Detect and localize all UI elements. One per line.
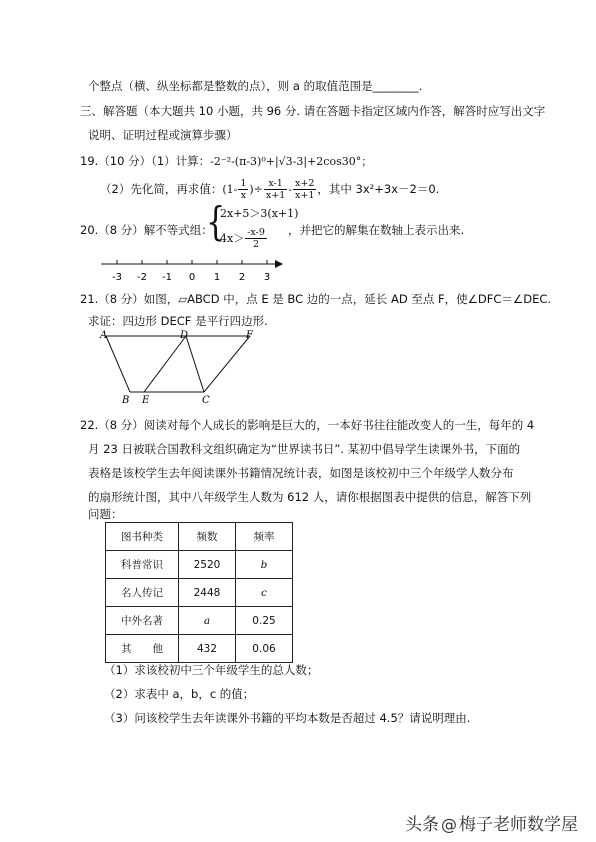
q19-frac3 bbox=[293, 178, 316, 201]
watermark-prefix: 头条 bbox=[405, 815, 439, 835]
segment-FC bbox=[204, 336, 250, 392]
table-row bbox=[106, 607, 293, 635]
q19-frac1-den: x bbox=[240, 190, 247, 201]
number-line bbox=[95, 254, 295, 288]
q19-minus: - bbox=[288, 183, 292, 196]
number-line-tick-label: -1 bbox=[162, 272, 172, 283]
label-D: D bbox=[180, 330, 189, 341]
watermark bbox=[405, 810, 578, 835]
q21-line2: 求证：四边形 DECF 是平行四边形. bbox=[88, 314, 268, 328]
table-cell: 0.06 bbox=[236, 635, 293, 663]
q20-ineq2-den: 2 bbox=[253, 239, 260, 250]
watermark-name: 梅子老师数学屋 bbox=[459, 815, 578, 835]
table-header-cell: 频数 bbox=[179, 523, 236, 551]
q19-frac2-num: x-1 bbox=[264, 178, 287, 190]
table-header-row bbox=[106, 523, 293, 551]
table-row bbox=[106, 635, 293, 663]
table-cell: 科普常识 bbox=[106, 551, 179, 579]
label-B: B bbox=[122, 395, 130, 406]
table-cell: 432 bbox=[179, 635, 236, 663]
number-line-tick-label: -3 bbox=[112, 272, 122, 283]
q19-frac2-den: x+1 bbox=[265, 190, 286, 201]
label-C: C bbox=[202, 395, 210, 406]
table-cell: 2448 bbox=[179, 579, 236, 607]
q20-ineq2-left: 4x＞ bbox=[220, 232, 245, 245]
q19-condition: ，其中 3x²+3x－2＝0. bbox=[317, 182, 440, 196]
label-E: E bbox=[142, 395, 150, 406]
q22-sub3: （3）问该校学生去年读课外书籍的平均本数是否超过 4.5？请说明理由. bbox=[104, 711, 471, 725]
q20-inequality-2 bbox=[220, 227, 268, 250]
q21-line1: 21.（8 分）如图，▱ABCD 中，点 E 是 BC 边的一点，延长 AD 至点 F，使∠DFC＝∠DEC. bbox=[80, 292, 552, 306]
q22-sub1: （1）求该校初中三个年级学生的总人数； bbox=[104, 663, 319, 677]
q20-inequality-1: 2x+5＞3(x+1) bbox=[220, 207, 299, 220]
q19-frac3-den: x+1 bbox=[295, 190, 315, 201]
table-header-cell: 图书种类 bbox=[106, 523, 179, 551]
table-row bbox=[106, 579, 293, 607]
q20-ineq2-frac bbox=[245, 227, 267, 250]
table-cell: 2520 bbox=[179, 551, 236, 579]
number-line-tick-label: 0 bbox=[188, 272, 196, 283]
number-line-tick-label: 3 bbox=[263, 272, 271, 283]
q22-line4: 的扇形统计图，其中八年级学生人数为 612 人，请你根据图表中提供的信息，解答下列 bbox=[88, 490, 532, 504]
segment-DE bbox=[144, 336, 186, 392]
q19-paren-open: (1- bbox=[222, 183, 238, 196]
q20-head: 20.（8 分）解不等式组： bbox=[80, 223, 213, 237]
q22-line3: 表格是该校学生去年阅读课外书籍情况统计表，如图是该校初中三个年级学人数分布 bbox=[88, 466, 514, 480]
table-cell: b bbox=[236, 551, 293, 579]
segment-AB bbox=[106, 336, 130, 392]
q22-sub2: （2）求表中 a，b，c 的值； bbox=[104, 687, 255, 701]
top-line: 个整点（横、纵坐标都是整数的点），则 a 的取值范围是________. bbox=[88, 79, 423, 93]
q19-expression: -2⁻²-(π-3)⁰+|√3-3|+2cos30°； bbox=[210, 155, 373, 168]
parallelogram-figure bbox=[98, 328, 268, 408]
number-line-tick-label: -2 bbox=[137, 272, 147, 283]
table-cell: 名人传记 bbox=[106, 579, 179, 607]
q19-frac2 bbox=[264, 178, 287, 201]
table-cell: 中外名著 bbox=[106, 607, 179, 635]
q22-line1: 22.（8 分）阅读对每个人成长的影响是巨大的，一本好书往往能改变人的一生，每年的 4 bbox=[80, 418, 535, 432]
q19-head: 19.（10 分）（1）计算： bbox=[80, 154, 211, 168]
table-cell: 其 他 bbox=[106, 635, 179, 663]
table-cell: a bbox=[179, 607, 236, 635]
q19-divide: )÷ bbox=[249, 183, 263, 196]
q19-part2 bbox=[100, 178, 439, 201]
q19-frac3-num: x+2 bbox=[295, 178, 315, 189]
q19-frac1-num: 1 bbox=[240, 178, 247, 189]
number-line-arrow bbox=[275, 260, 283, 268]
reading-stats-table bbox=[105, 522, 293, 663]
number-line-tick-label: 2 bbox=[238, 272, 246, 283]
label-F: F bbox=[246, 330, 253, 341]
q22-line2: 月 23 日被联合国教科文组织确定为“世界读书日”. 某初中倡导学生读课外书，下面的 bbox=[88, 442, 521, 456]
section-heading-line2: 说明、证明过程或演算步骤） bbox=[88, 128, 238, 142]
q20-tail: ，并把它的解集在数轴上表示出来. bbox=[288, 223, 465, 237]
table-cell: 0.25 bbox=[236, 607, 293, 635]
number-line-ticks bbox=[112, 260, 270, 283]
q19-frac1 bbox=[238, 178, 248, 201]
label-A: A bbox=[100, 330, 108, 341]
section-heading-line1: 三、解答题（本大题共 10 小题，共 96 分. 请在答题卡指定区域内作答，解答时应写出文字 bbox=[80, 104, 546, 118]
q22-line5: 问题： bbox=[88, 507, 123, 521]
q20-ineq2-num: -x-9 bbox=[247, 227, 265, 238]
table-header-cell: 频率 bbox=[236, 523, 293, 551]
q19-part2-lead: （2）先化简，再求值： bbox=[100, 182, 223, 196]
table-cell: c bbox=[236, 579, 293, 607]
segment-DC bbox=[186, 336, 204, 392]
q19-part1 bbox=[80, 153, 372, 169]
number-line-tick-label: 1 bbox=[213, 272, 221, 283]
q20-brace: { bbox=[206, 200, 226, 246]
table-row bbox=[106, 551, 293, 579]
watermark-at-icon: @ bbox=[441, 815, 457, 834]
